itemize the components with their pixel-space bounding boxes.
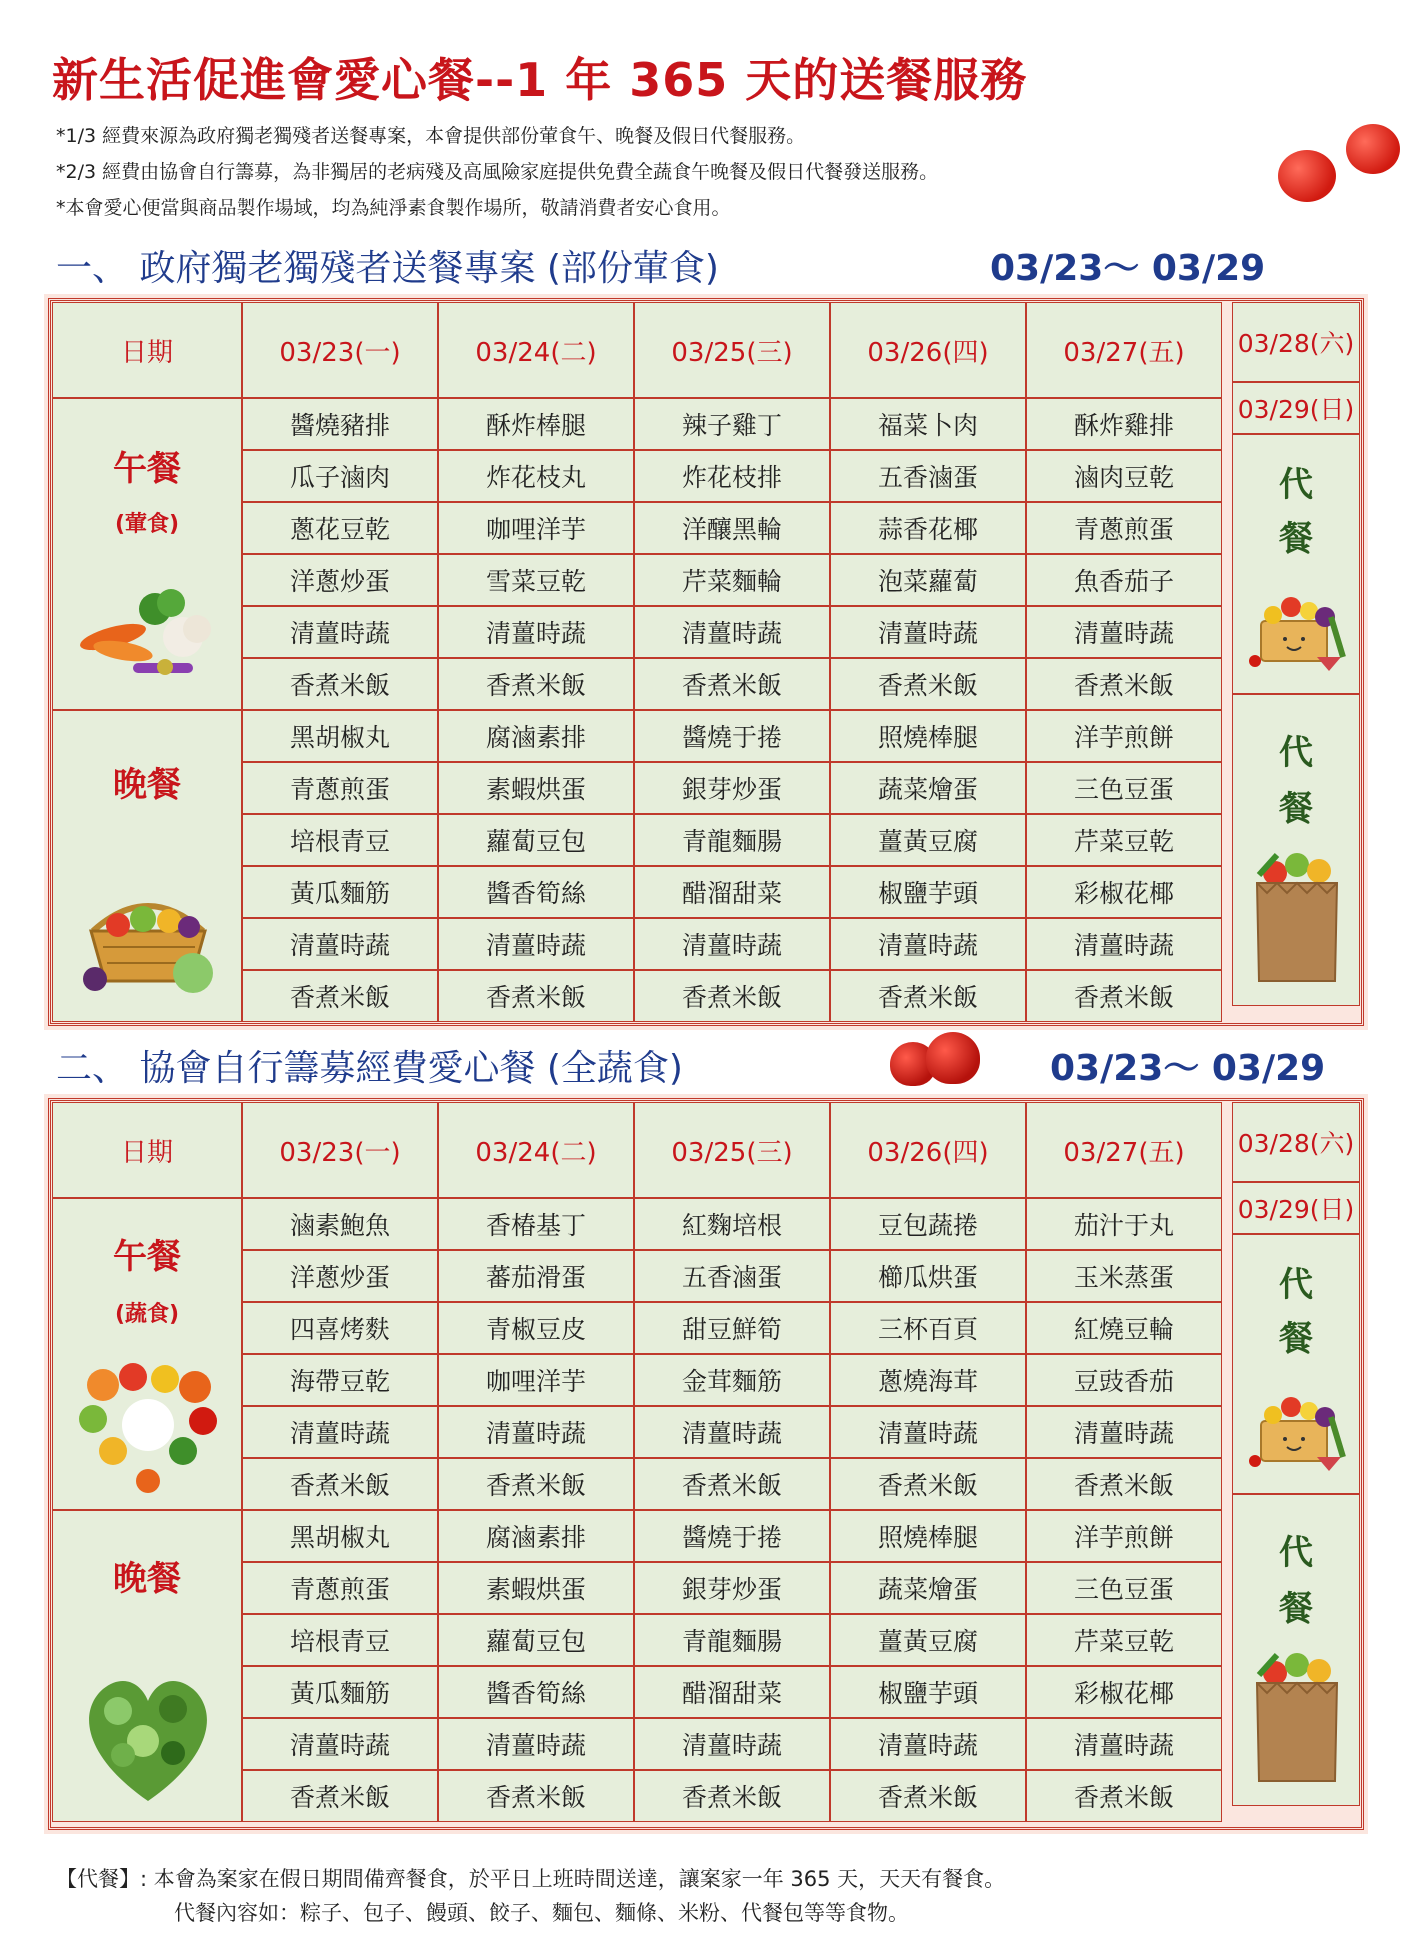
dish-cell: 洋蔥炒蛋 bbox=[242, 554, 438, 606]
fruit-box-icon bbox=[1247, 1377, 1347, 1473]
dish-cell: 福菜卜肉 bbox=[830, 398, 1026, 450]
dish-cell: 青龍麵腸 bbox=[634, 1614, 830, 1666]
dish-cell: 蔬菜燴蛋 bbox=[830, 762, 1026, 814]
dish-cell: 蒜香花椰 bbox=[830, 502, 1026, 554]
dish-cell: 三色豆蛋 bbox=[1026, 762, 1222, 814]
dish-cell: 清薑時蔬 bbox=[242, 606, 438, 658]
day-header: 03/25(三) bbox=[634, 302, 830, 398]
dish-cell: 香椿基丁 bbox=[438, 1198, 634, 1250]
dish-cell: 黑胡椒丸 bbox=[242, 710, 438, 762]
table-row bbox=[242, 1302, 1222, 1354]
lunch-label-cell bbox=[52, 1198, 242, 1510]
lunch-block bbox=[52, 1198, 1222, 1510]
dinner-block bbox=[52, 1510, 1222, 1822]
dish-cell: 洋芋煎餅 bbox=[1026, 710, 1222, 762]
table-row bbox=[242, 1250, 1222, 1302]
dish-cell: 三杯百頁 bbox=[830, 1302, 1026, 1354]
sunday-date: 03/29(日) bbox=[1232, 382, 1360, 434]
table-row bbox=[242, 1666, 1222, 1718]
dish-cell: 茄汁于丸 bbox=[1026, 1198, 1222, 1250]
dish-cell: 豆包蔬捲 bbox=[830, 1198, 1026, 1250]
fruit-box-icon bbox=[1247, 577, 1347, 673]
vegetable-basket-icon bbox=[73, 861, 223, 1001]
dish-cell: 金茸麵筋 bbox=[634, 1354, 830, 1406]
table-row bbox=[242, 1718, 1222, 1770]
dish-cell: 香煮米飯 bbox=[242, 658, 438, 710]
note-2: *2/3 經費由協會自行籌募，為非獨居的老病殘及高風險家庭提供免費全蔬食午晚餐及假日代餐發送服務。 bbox=[56, 161, 939, 183]
dish-cell: 香煮米飯 bbox=[438, 658, 634, 710]
dish-cell: 咖哩洋芋 bbox=[438, 502, 634, 554]
dish-cell: 腐滷素排 bbox=[438, 710, 634, 762]
dish-cell: 香煮米飯 bbox=[634, 1770, 830, 1822]
grocery-bag-icon bbox=[1247, 845, 1347, 985]
dish-cell: 青蔥煎蛋 bbox=[1026, 502, 1222, 554]
dish-cell: 清薑時蔬 bbox=[242, 1718, 438, 1770]
section1-title: 一、 政府獨老獨殘者送餐專案 (部份葷食) bbox=[56, 248, 719, 289]
dish-cell: 雪菜豆乾 bbox=[438, 554, 634, 606]
dish-cell: 椒鹽芋頭 bbox=[830, 1666, 1026, 1718]
date-label: 日期 bbox=[52, 302, 242, 398]
day-header: 03/23(一) bbox=[242, 1102, 438, 1198]
dish-cell: 香煮米飯 bbox=[830, 658, 1026, 710]
dish-cell: 黃瓜麵筋 bbox=[242, 1666, 438, 1718]
dish-cell: 椒鹽芋頭 bbox=[830, 866, 1026, 918]
dish-cell: 炸花枝排 bbox=[634, 450, 830, 502]
substitute-label: 餐 bbox=[1279, 789, 1313, 829]
table-row bbox=[242, 1510, 1222, 1562]
table-row bbox=[242, 814, 1222, 866]
dish-cell: 醬燒于捲 bbox=[634, 710, 830, 762]
dish-cell: 醬燒豬排 bbox=[242, 398, 438, 450]
dish-cell: 清薑時蔬 bbox=[634, 1718, 830, 1770]
dish-cell: 香煮米飯 bbox=[438, 1770, 634, 1822]
dish-cell: 照燒棒腿 bbox=[830, 710, 1026, 762]
dish-cell: 清薑時蔬 bbox=[438, 1406, 634, 1458]
dish-cell: 清薑時蔬 bbox=[1026, 1718, 1222, 1770]
section1-weekend bbox=[1232, 302, 1360, 1006]
substitute-label: 餐 bbox=[1279, 1589, 1313, 1629]
weekend-lunch-substitute bbox=[1232, 434, 1360, 694]
page-title: 新生活促進會愛心餐--1 年 365 天的送餐服務 bbox=[52, 53, 1028, 107]
day-header: 03/27(五) bbox=[1026, 302, 1222, 398]
weekend-dinner-substitute bbox=[1232, 694, 1360, 1006]
dish-cell: 酥炸雞排 bbox=[1026, 398, 1222, 450]
dish-cell: 銀芽炒蛋 bbox=[634, 762, 830, 814]
table-row bbox=[242, 918, 1222, 970]
leafy-greens-heart-icon bbox=[73, 1661, 223, 1811]
dish-cell: 清薑時蔬 bbox=[830, 1718, 1026, 1770]
substitute-label: 代 bbox=[1279, 1265, 1313, 1305]
weekend-lunch-substitute bbox=[1232, 1234, 1360, 1494]
section2-menu bbox=[44, 1094, 1368, 1834]
dish-cell: 魚香茄子 bbox=[1026, 554, 1222, 606]
dish-cell: 蘿蔔豆包 bbox=[438, 1614, 634, 1666]
dish-cell: 素蝦烘蛋 bbox=[438, 762, 634, 814]
dish-cell: 甜豆鮮筍 bbox=[634, 1302, 830, 1354]
dish-cell: 香煮米飯 bbox=[830, 1458, 1026, 1510]
dinner-label-cell bbox=[52, 1510, 242, 1822]
dish-cell: 清薑時蔬 bbox=[1026, 1406, 1222, 1458]
dish-cell: 芹菜麵輪 bbox=[634, 554, 830, 606]
table-row bbox=[242, 762, 1222, 814]
table-row bbox=[242, 866, 1222, 918]
day-header: 03/26(四) bbox=[830, 302, 1026, 398]
dinner-label: 晚餐 bbox=[113, 765, 181, 805]
footer-line-1: 【代餐】: 本會為案家在假日期間備齊餐食，於平日上班時間送達，讓案家一年 365 天，天天有餐食。 bbox=[56, 1867, 1006, 1891]
dish-cell: 辣子雞丁 bbox=[634, 398, 830, 450]
day-header: 03/25(三) bbox=[634, 1102, 830, 1198]
lunch-label: 午餐 bbox=[113, 1237, 181, 1277]
dish-cell: 銀芽炒蛋 bbox=[634, 1562, 830, 1614]
table-row bbox=[242, 1562, 1222, 1614]
footer-note bbox=[56, 1862, 1005, 1930]
table-row bbox=[242, 606, 1222, 658]
section1-heading bbox=[56, 240, 719, 291]
dish-cell: 紅麴培根 bbox=[634, 1198, 830, 1250]
dish-cell: 清薑時蔬 bbox=[634, 918, 830, 970]
substitute-label: 代 bbox=[1279, 465, 1313, 505]
dish-cell: 豆豉香茄 bbox=[1026, 1354, 1222, 1406]
substitute-label: 餐 bbox=[1279, 1319, 1313, 1359]
dish-cell: 香煮米飯 bbox=[1026, 1770, 1222, 1822]
section1-grid bbox=[52, 302, 1222, 1022]
lunch-label: 午餐 bbox=[113, 449, 181, 489]
dish-cell: 香煮米飯 bbox=[1026, 1458, 1222, 1510]
lunch-block bbox=[52, 398, 1222, 710]
dish-cell: 三色豆蛋 bbox=[1026, 1562, 1222, 1614]
vegetables-icon bbox=[73, 567, 223, 687]
section2-title: 二、 協會自行籌募經費愛心餐 (全蔬食) bbox=[56, 1048, 683, 1089]
sunday-date: 03/29(日) bbox=[1232, 1182, 1360, 1234]
dish-cell: 青龍麵腸 bbox=[634, 814, 830, 866]
dish-cell: 泡菜蘿蔔 bbox=[830, 554, 1026, 606]
dish-cell: 黑胡椒丸 bbox=[242, 1510, 438, 1562]
dish-cell: 青蔥煎蛋 bbox=[242, 762, 438, 814]
dish-cell: 青椒豆皮 bbox=[438, 1302, 634, 1354]
vegetable-heart-icon bbox=[73, 1355, 223, 1495]
note-3: *本會愛心便當與商品製作場域，均為純淨素食製作場所，敬請消費者安心食用。 bbox=[56, 197, 731, 219]
lunch-type: (蔬食) bbox=[114, 1302, 180, 1327]
footer-line-2: 代餐內容如：粽子、包子、饅頭、餃子、麵包、麵條、米粉、代餐包等等食物。 bbox=[174, 1901, 909, 1925]
dish-cell: 瓜子滷肉 bbox=[242, 450, 438, 502]
dish-cell: 黃瓜麵筋 bbox=[242, 866, 438, 918]
dish-cell: 薑黃豆腐 bbox=[830, 1614, 1026, 1666]
date-label: 日期 bbox=[52, 1102, 242, 1198]
grocery-bag-icon bbox=[1247, 1645, 1347, 1785]
table-row bbox=[242, 554, 1222, 606]
dish-cell: 咖哩洋芋 bbox=[438, 1354, 634, 1406]
dish-cell: 照燒棒腿 bbox=[830, 1510, 1026, 1562]
table-row bbox=[242, 1614, 1222, 1666]
dish-cell: 彩椒花椰 bbox=[1026, 1666, 1222, 1718]
dish-cell: 清薑時蔬 bbox=[242, 1406, 438, 1458]
section2-grid bbox=[52, 1102, 1222, 1822]
dish-cell: 香煮米飯 bbox=[242, 1458, 438, 1510]
dish-cell: 清薑時蔬 bbox=[1026, 918, 1222, 970]
section1-menu bbox=[44, 294, 1368, 1030]
dish-cell: 清薑時蔬 bbox=[634, 606, 830, 658]
dish-cell: 香煮米飯 bbox=[242, 970, 438, 1022]
dish-cell: 彩椒花椰 bbox=[1026, 866, 1222, 918]
dish-cell: 炸花枝丸 bbox=[438, 450, 634, 502]
dish-cell: 蘿蔔豆包 bbox=[438, 814, 634, 866]
dish-cell: 五香滷蛋 bbox=[830, 450, 1026, 502]
dish-cell: 醬燒于捲 bbox=[634, 1510, 830, 1562]
dinner-label: 晚餐 bbox=[113, 1559, 181, 1599]
dish-cell: 香煮米飯 bbox=[438, 970, 634, 1022]
dish-cell: 清薑時蔬 bbox=[830, 1406, 1026, 1458]
day-header: 03/24(二) bbox=[438, 302, 634, 398]
table-row bbox=[242, 1770, 1222, 1822]
dish-cell: 洋釀黑輪 bbox=[634, 502, 830, 554]
dish-cell: 醬香筍絲 bbox=[438, 1666, 634, 1718]
dinner-block bbox=[52, 710, 1222, 1022]
section1-dates: 03/23～ 03/29 bbox=[990, 248, 1266, 289]
dish-cell: 蔬菜燴蛋 bbox=[830, 1562, 1026, 1614]
day-header: 03/27(五) bbox=[1026, 1102, 1222, 1198]
dish-cell: 培根青豆 bbox=[242, 814, 438, 866]
dish-cell: 香煮米飯 bbox=[1026, 658, 1222, 710]
day-header: 03/24(二) bbox=[438, 1102, 634, 1198]
dish-cell: 蔥燒海茸 bbox=[830, 1354, 1026, 1406]
dish-cell: 醬香筍絲 bbox=[438, 866, 634, 918]
dish-cell: 芹菜豆乾 bbox=[1026, 1614, 1222, 1666]
dish-cell: 香煮米飯 bbox=[830, 970, 1026, 1022]
saturday-date: 03/28(六) bbox=[1232, 302, 1360, 382]
dish-cell: 紅燒豆輪 bbox=[1026, 1302, 1222, 1354]
dish-cell: 清薑時蔬 bbox=[830, 606, 1026, 658]
table-row bbox=[242, 1198, 1222, 1250]
dish-cell: 清薑時蔬 bbox=[438, 606, 634, 658]
dish-cell: 香煮米飯 bbox=[634, 1458, 830, 1510]
dish-cell: 玉米蒸蛋 bbox=[1026, 1250, 1222, 1302]
lunch-label-cell bbox=[52, 398, 242, 710]
dish-cell: 清薑時蔬 bbox=[634, 1406, 830, 1458]
dish-cell: 香煮米飯 bbox=[1026, 970, 1222, 1022]
table-row bbox=[242, 502, 1222, 554]
dish-cell: 香煮米飯 bbox=[242, 1770, 438, 1822]
dish-cell: 洋芋煎餅 bbox=[1026, 1510, 1222, 1562]
dish-cell: 香煮米飯 bbox=[634, 970, 830, 1022]
day-header: 03/23(一) bbox=[242, 302, 438, 398]
table-row bbox=[242, 710, 1222, 762]
dish-cell: 海帶豆乾 bbox=[242, 1354, 438, 1406]
dish-cell: 清薑時蔬 bbox=[242, 918, 438, 970]
substitute-label: 代 bbox=[1279, 1533, 1313, 1573]
dish-cell: 薑黃豆腐 bbox=[830, 814, 1026, 866]
substitute-label: 餐 bbox=[1279, 519, 1313, 559]
table-row bbox=[242, 1406, 1222, 1458]
weekend-dinner-substitute bbox=[1232, 1494, 1360, 1806]
dish-cell: 素蝦烘蛋 bbox=[438, 1562, 634, 1614]
dish-cell: 滷素鮑魚 bbox=[242, 1198, 438, 1250]
substitute-label: 代 bbox=[1279, 733, 1313, 773]
section2-heading bbox=[56, 1040, 683, 1091]
section2-weekend bbox=[1232, 1102, 1360, 1806]
dish-cell: 香煮米飯 bbox=[634, 658, 830, 710]
dish-cell: 蕃茄滑蛋 bbox=[438, 1250, 634, 1302]
dinner-label-cell bbox=[52, 710, 242, 1022]
lunch-type: (葷食) bbox=[114, 512, 180, 537]
note-1: *1/3 經費來源為政府獨老獨殘者送餐專案，本會提供部份葷食午、晚餐及假日代餐服務。 bbox=[56, 125, 806, 147]
table-row bbox=[242, 1458, 1222, 1510]
dish-cell: 香煮米飯 bbox=[830, 1770, 1026, 1822]
dish-cell: 清薑時蔬 bbox=[1026, 606, 1222, 658]
day-header: 03/26(四) bbox=[830, 1102, 1026, 1198]
dish-cell: 清薑時蔬 bbox=[830, 918, 1026, 970]
dish-cell: 芹菜豆乾 bbox=[1026, 814, 1222, 866]
dish-cell: 滷肉豆乾 bbox=[1026, 450, 1222, 502]
table-row bbox=[242, 398, 1222, 450]
dish-cell: 櫛瓜烘蛋 bbox=[830, 1250, 1026, 1302]
dish-cell: 蔥花豆乾 bbox=[242, 502, 438, 554]
dish-cell: 醋溜甜菜 bbox=[634, 1666, 830, 1718]
saturday-date: 03/28(六) bbox=[1232, 1102, 1360, 1182]
dish-cell: 五香滷蛋 bbox=[634, 1250, 830, 1302]
dish-cell: 培根青豆 bbox=[242, 1614, 438, 1666]
dish-cell: 清薑時蔬 bbox=[438, 1718, 634, 1770]
dish-cell: 醋溜甜菜 bbox=[634, 866, 830, 918]
table-row bbox=[242, 970, 1222, 1022]
table-row bbox=[242, 450, 1222, 502]
dish-cell: 腐滷素排 bbox=[438, 1510, 634, 1562]
section2-dates: 03/23～ 03/29 bbox=[1050, 1048, 1326, 1089]
table-row bbox=[242, 1354, 1222, 1406]
dish-cell: 香煮米飯 bbox=[438, 1458, 634, 1510]
dish-cell: 洋蔥炒蛋 bbox=[242, 1250, 438, 1302]
dish-cell: 酥炸棒腿 bbox=[438, 398, 634, 450]
notes bbox=[56, 118, 938, 226]
dish-cell: 四喜烤麩 bbox=[242, 1302, 438, 1354]
table-row bbox=[242, 658, 1222, 710]
dish-cell: 清薑時蔬 bbox=[438, 918, 634, 970]
dish-cell: 青蔥煎蛋 bbox=[242, 1562, 438, 1614]
